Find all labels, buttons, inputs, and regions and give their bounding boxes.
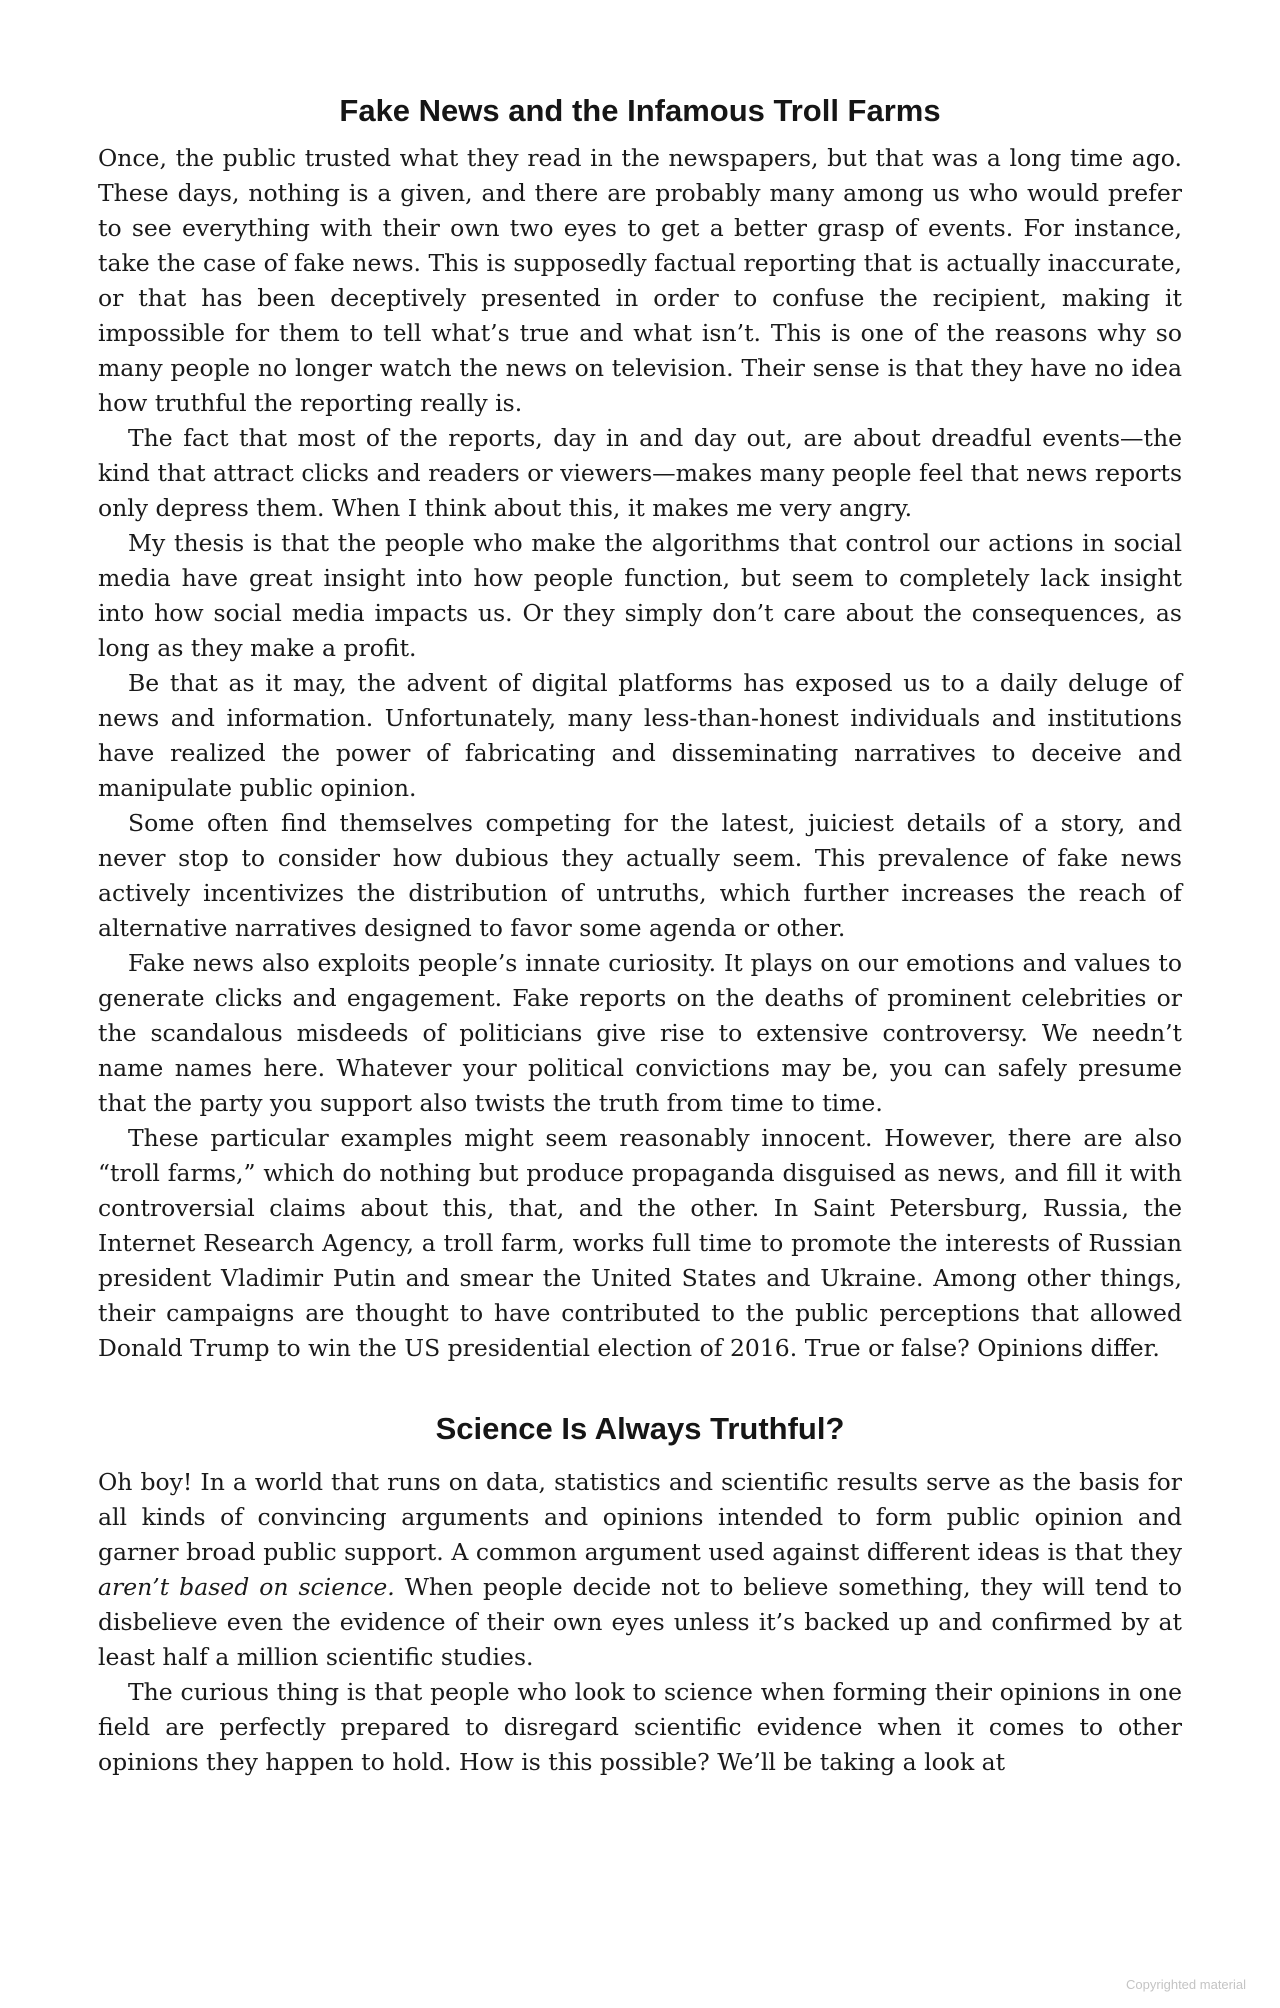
section-heading-fake-news: Fake News and the Infamous Troll Farms: [339, 93, 941, 128]
book-page: [98, 92, 1182, 1780]
paragraph: Be that as it may, the advent of digital platforms has exposed us to a daily deluge of news and information. Unfortunately, many less-than-honest individuals and institutions have realized the power of fabricating and disseminating narratives to deceive and manipulate public opinion.: [98, 668, 1182, 802]
paragraph-text: When people decide not to believe something, they will tend to disbelieve even the evidence of their own eyes unless it’s backed up and confirmed by at least half a million scientific studies.: [98, 1572, 1182, 1671]
paragraph: Once, the public trusted what they read in the newspapers, but that was a long time ago. These days, nothing is a given, and there are probably many among us who would prefer to see everything with their own two eyes to get a better grasp of events. For instance, take the case of fake news. This is supposedly factual reporting that is actually inaccurate, or that has been deceptively presented in order to confuse the recipient, making it impossible for them to tell what’s true and what isn’t. This is one of the reasons why so many people no longer watch the news on television. Their sense is that they have no idea how truthful the reporting really is.: [98, 143, 1182, 417]
paragraph: Some often find themselves competing for the latest, juiciest details of a story, and never stop to consider how dubious they actually seem. This prevalence of fake news actively incentivizes the distribution of untruths, which further increases the reach of alternative narratives designed to favor some agenda or other.: [98, 808, 1182, 942]
paragraph: Fake news also exploits people’s innate curiosity. It plays on our emotions and values to generate clicks and engagement. Fake reports on the deaths of prominent celebrities or the scandalous misdeeds of politicians give rise to extensive controversy. We needn’t name names here. Whatever your political convictions may be, you can safely presume that the party you support also twists the truth from time to time.: [98, 948, 1182, 1117]
copyright-watermark: Copyrighted material: [1126, 1977, 1246, 1992]
paragraph: [98, 1465, 1182, 1675]
italic-phrase: aren’t based on science.: [98, 1572, 395, 1601]
paragraph: These particular examples might seem reasonably innocent. However, there are also “troll farms,” which do nothing but produce propaganda disguised as news, and fill it with controversial claims about this, that, and the other. In Saint Petersburg, Russia, the Internet Research Agency, a troll farm, works full time to promote the interests of Russian president Vladimir Putin and smear the United States and Ukraine. Among other things, their campaigns are thought to have contributed to the public perceptions that allowed Donald Trump to win the US presidential election of 2016. True or false? Opinions differ.: [98, 1123, 1182, 1362]
paragraph: My thesis is that the people who make the algorithms that control our actions in social media have great insight into how people function, but seem to completely lack insight into how social media impacts us. Or they simply don’t care about the consequences, as long as they make a profit.: [98, 528, 1182, 662]
section-heading-science: Science Is Always Truthful?: [435, 1410, 845, 1446]
paragraph: The fact that most of the reports, day in and day out, are about dreadful events—the kind that attract clicks and readers or viewers—makes many people feel that news reports only depress them. When I think about this, it makes me very angry.: [98, 423, 1182, 522]
paragraph-text: Oh boy! In a world that runs on data, statistics and scientific results serve as the basis for all kinds of convincing arguments and opinions intended to form public opinion and garner broad public support. A common argument used against different ideas is that they: [98, 1467, 1182, 1566]
paragraph: The curious thing is that people who look to science when forming their opinions in one field are perfectly prepared to disregard scientific evidence when it comes to other opinions they happen to hold. How is this possible? We’ll be taking a look at: [98, 1677, 1182, 1776]
